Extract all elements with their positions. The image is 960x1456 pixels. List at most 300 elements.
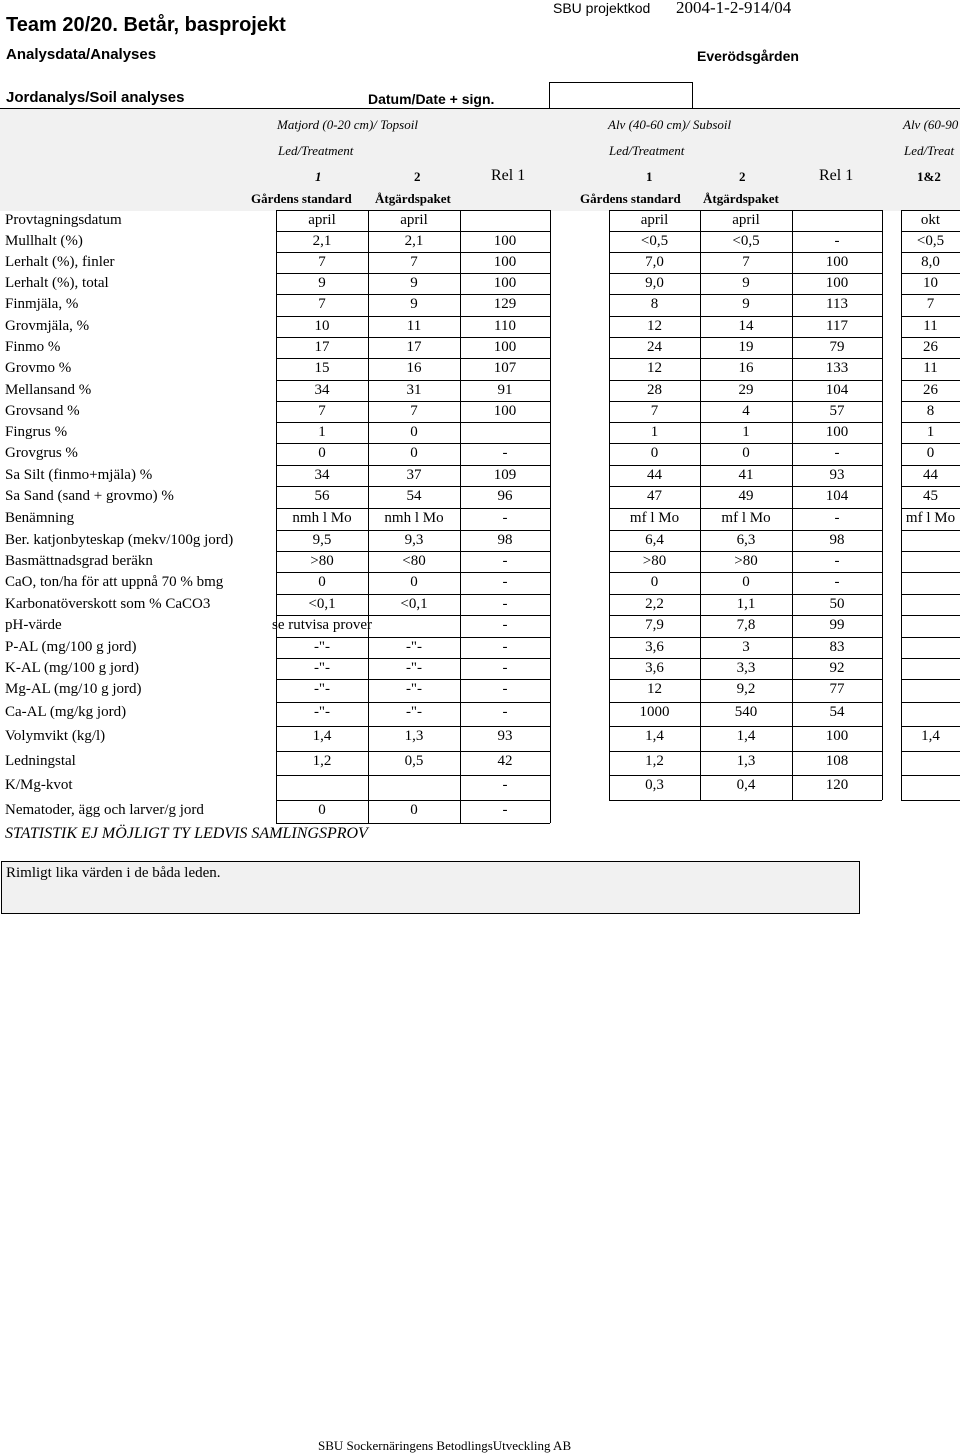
table-cell: 16 [406,360,422,376]
table-cell: 1 [318,424,326,440]
row-divider [901,443,960,444]
row-divider [901,702,960,703]
table-cell: - [834,574,840,590]
table-cell: 3 [742,639,750,655]
row-label: Lerhalt (%), finler [5,254,115,270]
cell-border [901,530,902,551]
table-cell: -"- [313,704,331,720]
row-divider [609,658,882,659]
row-divider [901,551,960,552]
row-divider [609,401,882,402]
table-cell: 91 [497,382,513,398]
table-cell: 0 [410,802,418,818]
row-divider [609,551,882,552]
row-divider [609,615,882,616]
table-cell: - [502,617,508,633]
footer: SBU Sockernäringens BetodlingsUtveckling AB [318,1438,572,1453]
row-divider [276,800,550,801]
table-cell: 16 [738,360,754,376]
row-divider [276,775,550,776]
row-label: Finmjäla, % [5,296,79,312]
table-cell: 44 [923,467,938,483]
table-cell: 100 [825,728,849,744]
table-cell: 0 [410,574,418,590]
row-divider [901,252,960,253]
row-label: Benämning [5,510,75,526]
cell-border [882,726,883,751]
row-label: Grovmjäla, % [5,318,90,334]
row-label: Karbonatöverskott som % CaCO3 [5,596,211,612]
table-cell: 15 [314,360,330,376]
table-cell: 98 [497,532,513,548]
table-cell: - [502,574,508,590]
table-cell: 1,1 [736,596,756,612]
table-cell: 49 [738,488,754,504]
column-rel: Rel 1 [819,167,854,184]
group-deep-subsoil-header: Alv (60-90 [903,117,959,132]
table-cell: 0 [742,445,750,461]
row-divider [901,615,960,616]
table-cell: 9 [410,296,418,312]
table-cell: 0 [926,445,935,461]
row-divider [901,210,960,211]
table-cell: 9 [410,275,418,291]
table-cell: 42 [497,753,513,769]
row-label: Grovsand % [5,403,80,419]
table-cell: 1 [926,424,935,440]
row-divider [901,422,960,423]
cell-border [882,551,883,572]
row-label: Ledningstal [5,753,76,769]
table-cell: 120 [825,777,849,793]
treatment-label: Led/Treatment [609,143,685,158]
row-label: Sa Sand (sand + grovmo) % [5,488,174,504]
row-divider [276,422,550,423]
row-divider [901,530,960,531]
table-cell: - [834,510,840,526]
table-cell: 117 [826,318,848,334]
row-label: Finmo % [5,339,61,355]
row-divider [276,823,550,824]
row-divider [609,465,882,466]
row-divider [901,337,960,338]
table-cell: 107 [493,360,517,376]
cell-border [882,443,883,465]
row-divider [901,637,960,638]
row-divider [901,465,960,466]
table-cell: 79 [829,339,845,355]
row-divider [609,294,882,295]
table-cell: 2,1 [312,233,332,249]
table-cell: 100 [493,275,517,291]
row-divider [609,594,882,595]
table-cell: 93 [829,467,845,483]
cell-border [550,637,551,658]
row-divider [276,508,550,509]
row-label: Mg-AL (mg/10 g jord) [5,681,142,697]
cell-border [550,658,551,679]
row-label: Volymvikt (kg/l) [5,728,106,744]
row-divider [901,726,960,727]
table-cell: 104 [825,382,849,398]
cell-border [550,572,551,594]
cell-border [550,486,551,508]
table-cell: - [502,660,508,676]
row-divider [901,401,960,402]
cell-border [882,775,883,800]
row-label: Mullhalt (%) [5,233,83,249]
table-cell: 1000 [639,704,670,720]
cell-border [550,775,551,800]
row-divider [609,751,882,752]
table-cell: 0 [742,574,750,590]
table-cell: -"- [313,639,331,655]
row-divider [276,401,550,402]
cell-border [882,337,883,358]
table-cell: 100 [493,339,517,355]
row-label: Grovmo % [5,360,72,376]
cell-border [550,551,551,572]
table-cell: 47 [647,488,662,504]
row-divider [609,530,882,531]
table-cell: april [400,212,428,228]
row-divider [609,726,882,727]
table-cell: 129 [493,296,517,312]
row-divider [276,465,550,466]
table-cell: 77 [829,681,845,697]
comment-text: Rimligt lika värden i de båda leden. [6,865,221,881]
table-cell: 57 [829,403,845,419]
table-cell: - [502,510,508,526]
row-divider [609,443,882,444]
row-divider [609,252,882,253]
row-divider [276,231,550,232]
table-cell: 7 [318,296,326,312]
cell-border [882,294,883,316]
table-cell: - [502,777,508,793]
table-cell: 104 [825,488,849,504]
table-cell: 41 [738,467,754,483]
table-cell: - [502,639,508,655]
row-divider [901,380,960,381]
row-divider [609,210,882,211]
table-cell: 54 [406,488,422,504]
table-cell: 6,4 [645,532,664,548]
cell-border [550,443,551,465]
table-cell: april [732,212,760,228]
cell-border [550,316,551,337]
table-cell: 3,6 [645,660,664,676]
table-cell: 0 [410,424,418,440]
table-cell: 10 [314,318,330,334]
table-cell: 11 [923,318,938,334]
group-subsoil-header: Alv (40-60 cm)/ Subsoil [608,117,732,132]
row-divider [276,380,550,381]
cell-border [882,702,883,726]
row-divider [901,751,960,752]
cell-border [550,337,551,358]
table-cell: <0,5 [732,233,760,249]
table-cell: mf l Mo [629,510,680,526]
table-cell: - [834,445,840,461]
row-divider [901,594,960,595]
table-cell: april [640,212,669,228]
cell-border [882,231,883,252]
table-cell: -"- [405,660,423,676]
column-number: 1 [646,169,653,184]
table-cell: >80 [310,553,334,569]
table-cell: 1,4 [921,728,940,744]
row-label: K-AL (mg/100 g jord) [5,660,140,676]
table-cell: 7 [318,403,326,419]
row-divider [276,210,550,211]
row-divider [609,337,882,338]
column-number: 2 [739,169,746,184]
row-divider [609,273,882,274]
table-cell: 14 [738,318,754,334]
column-number: 2 [414,169,421,184]
date-sign-label: Datum/Date + sign. [368,91,495,107]
table-cell: 56 [314,488,330,504]
table-cell: 3,3 [736,660,756,676]
table-cell: - [502,681,508,697]
table-cell: - [502,553,508,569]
table-cell: 100 [825,275,849,291]
table-cell: 83 [829,639,845,655]
cell-border [550,800,551,823]
table-cell: 1,3 [736,753,756,769]
table-cell: 133 [825,360,849,376]
cell-border [882,751,883,775]
table-cell: -"- [405,681,423,697]
row-divider [609,380,882,381]
table-cell: 1,2 [312,753,332,769]
table-cell: - [502,704,508,720]
cell-border [901,679,902,702]
cell-border [882,465,883,486]
table-cell: 7 [742,254,750,270]
table-cell: 17 [406,339,422,355]
cell-border [901,615,902,637]
table-cell: 44 [647,467,662,483]
row-divider [901,294,960,295]
cell-border [882,273,883,294]
cell-border [276,775,277,800]
table-cell: 96 [497,488,513,504]
row-divider [901,486,960,487]
cell-border [792,210,793,231]
cell-border [550,465,551,486]
row-label: pH-värde [5,617,62,633]
row-divider [609,486,882,487]
treatment-name: Åtgärdspaket [375,191,451,206]
cell-border [550,252,551,273]
cell-border [550,422,551,443]
table-cell: 7,8 [736,617,756,633]
table-cell: 7 [650,403,659,419]
cell-border [550,294,551,316]
table-cell: - [502,596,508,612]
table-cell: 8 [926,403,935,419]
table-cell: mf l Mo [721,510,771,526]
row-label: Provtagningsdatum [5,212,122,228]
table-cell: 7,0 [645,254,664,270]
cell-border [882,210,883,231]
table-cell: 9 [318,275,326,291]
row-divider [609,679,882,680]
table-cell: 34 [314,382,330,398]
table-cell: nmh l Mo [384,510,444,526]
table-cell: - [502,445,508,461]
table-cell: 7 [926,296,935,312]
table-cell: - [502,802,508,818]
cell-border [550,726,551,751]
row-divider [276,594,550,595]
treatment-name: Gårdens standard [580,191,681,206]
table-cell: 9 [742,296,750,312]
table-cell: 37 [406,467,422,483]
date-sign-field[interactable] [549,82,693,108]
table-cell: 9,0 [645,275,664,291]
table-cell: 7 [410,254,418,270]
row-divider [609,702,882,703]
row-divider [901,800,960,801]
table-cell: 12 [647,360,662,376]
cell-border [550,615,551,637]
row-divider [276,294,550,295]
row-label: P-AL (mg/100 g jord) [5,639,137,655]
cell-border [882,679,883,702]
table-cell: 17 [314,339,330,355]
table-cell: 3,6 [645,639,664,655]
cell-border [882,530,883,551]
table-cell: 98 [829,532,845,548]
table-cell: nmh l Mo [292,510,352,526]
cell-border [460,422,461,443]
table-cell: 1,4 [312,728,332,744]
row-divider [276,252,550,253]
row-divider [609,231,882,232]
table-cell: 540 [734,704,758,720]
page-title: Team 20/20. Betår, basprojekt [6,14,286,36]
table-cell: 100 [493,254,517,270]
table-cell: 0 [650,574,659,590]
table-cell: <80 [402,553,426,569]
table-cell: 0,3 [645,777,664,793]
row-divider [276,679,550,680]
table-cell: 29 [738,382,754,398]
row-divider [609,572,882,573]
table-cell: - [834,233,840,249]
row-divider [276,615,550,616]
table-cell: -"- [405,639,423,655]
table-cell: 8 [650,296,659,312]
row-divider [901,231,960,232]
cell-border [550,594,551,615]
table-cell: se rutvisa prover [272,617,372,633]
table-cell: 26 [923,339,938,355]
treatment-name: Åtgärdspaket [703,191,779,206]
table-cell: 100 [825,254,849,270]
cell-border [550,751,551,775]
table-cell: 26 [923,382,938,398]
column-number: 1 [315,169,322,184]
table-cell: 110 [494,318,516,334]
row-divider [609,637,882,638]
row-divider [276,726,550,727]
comment-box[interactable] [1,861,860,914]
cell-border [901,658,902,679]
table-cell: 50 [829,596,845,612]
table-cell: 9,3 [404,532,424,548]
row-divider [276,358,550,359]
treatment-name: Gårdens standard [251,191,352,206]
farm-name: Everödsgården [697,48,799,64]
table-cell: -"- [405,704,423,720]
cell-border [882,658,883,679]
row-label: Grovgrus % [5,445,78,461]
table-cell: 99 [829,617,845,633]
row-divider [901,508,960,509]
page-subtitle: Analysdata/Analyses [6,46,157,63]
cell-border [901,551,902,572]
row-divider [276,486,550,487]
table-cell: 2,2 [645,596,664,612]
cell-border [550,702,551,726]
cell-border [550,530,551,551]
row-divider [276,702,550,703]
cell-border [901,702,902,726]
table-cell: 1 [650,424,659,440]
table-cell: 0,4 [736,777,756,793]
cell-border [901,572,902,594]
table-cell: 92 [829,660,845,676]
cell-border [882,316,883,337]
row-label: Ber. katjonbyteskap (mekv/100g jord) [5,532,234,548]
cell-border [460,210,461,231]
table-cell: >80 [734,553,758,569]
table-cell: 11 [406,318,422,334]
table-cell: 10 [923,275,938,291]
table-cell: 0 [318,802,326,818]
cell-border [882,508,883,530]
table-cell: >80 [642,553,667,569]
table-cell: 1,2 [645,753,664,769]
cell-border [550,210,551,231]
table-cell: 19 [738,339,754,355]
table-cell: 7 [318,254,326,270]
row-divider [609,316,882,317]
row-divider [276,530,550,531]
cell-border [550,358,551,380]
table-cell: <0,5 [916,233,945,249]
table-cell: 0 [318,574,326,590]
table-cell: 45 [923,488,938,504]
cell-border [882,358,883,380]
table-cell: 1,3 [404,728,424,744]
table-cell: 100 [493,403,517,419]
cell-border [550,231,551,252]
table-cell: okt [920,212,941,228]
section-title: Jordanalys/Soil analyses [6,89,185,106]
row-label: K/Mg-kvot [5,777,73,793]
row-divider [609,775,882,776]
table-cell: 0 [650,445,659,461]
row-label: Lerhalt (%), total [5,275,109,291]
row-divider [276,337,550,338]
cell-border [882,422,883,443]
table-cell: 0 [410,445,418,461]
